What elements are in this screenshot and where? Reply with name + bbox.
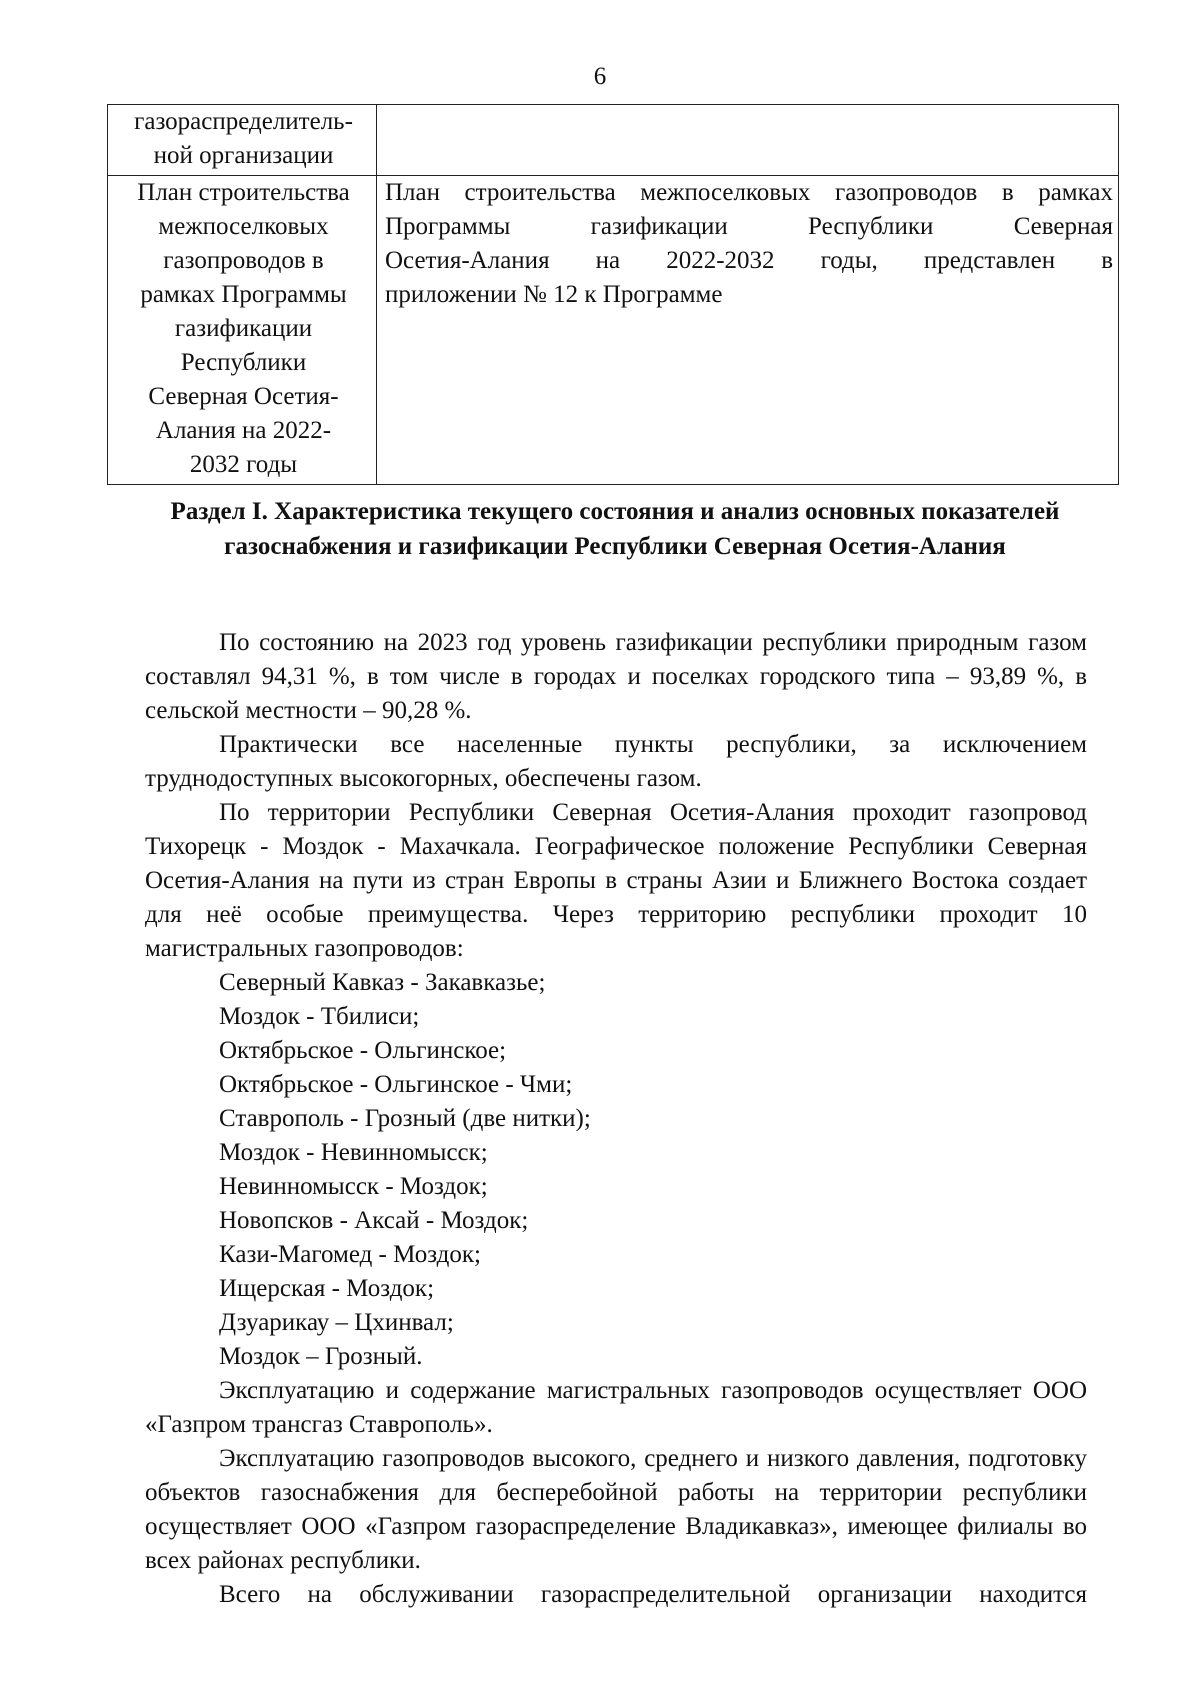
paragraph-territory: По территории Республики Северная Осетия-Алания проходит газопровод Тихорецк - Моздок - Махачкала. Географическое положение Республики Северная Осетия-Алания на пути из стран Европы в страны Азии и Ближнего Востока создает для неё особые преимущества. Через территорию республики проходит 10 магистральных газопроводов:: [145, 799, 1087, 962]
list-item: Новопсков - Аксай - Моздок;: [219, 1207, 529, 1234]
section-heading: Раздел I. Характеристика текущего состояния и анализ основных показателей газоснабжения и газификации Республики Северная Осетия-Алания: [170, 498, 1060, 560]
table-cell-left: [108, 176, 377, 485]
pipeline-list: [145, 966, 1087, 1374]
cell-line: газораспределитель-: [134, 108, 353, 135]
paragraph-total-serviced: Всего на обслуживании газораспределительной организации находится: [219, 1581, 1087, 1608]
list-item: Невинномысск - Моздок;: [219, 1173, 488, 1200]
program-table: [107, 104, 1119, 485]
list-item: Кази-Магомед - Моздок;: [219, 1241, 481, 1268]
cell-line: 2032 годы: [189, 451, 298, 478]
cell-line: Осетия-Алания на 2022-2032 годы, представлен в: [385, 247, 1113, 274]
paragraph-main-pipelines-operator: Эксплуатацию и содержание магистральных газопроводов осуществляет ООО «Газпром трансгаз Ставрополь».: [145, 1377, 1087, 1438]
page-number: 6: [593, 63, 607, 90]
list-item: Моздок – Грозный.: [219, 1343, 423, 1370]
cell-line: Республики: [180, 349, 307, 376]
cell-line: План строительства: [137, 179, 350, 206]
list-item: Моздок - Тбилиси;: [219, 1003, 420, 1030]
body-text: [145, 626, 1087, 1612]
list-item: Октябрьское - Ольгинское;: [219, 1037, 507, 1064]
cell-line: межпоселковых: [158, 213, 329, 240]
table-row: [108, 176, 1119, 485]
list-item: Ставрополь - Грозный (две нитки);: [219, 1105, 591, 1132]
list-item: Северный Кавказ - Закавказье;: [219, 969, 546, 996]
table-cell-right: [377, 176, 1119, 485]
table-row: [108, 105, 1119, 176]
cell-line: приложении № 12 к Программе: [385, 281, 723, 308]
cell-line: газопроводов в: [163, 247, 324, 274]
list-item: Моздок - Невинномысск;: [219, 1139, 488, 1166]
table-cell-left: [108, 105, 377, 176]
cell-line: Северная Осетия-: [148, 383, 339, 410]
paragraph-gasification-level: По состоянию на 2023 год уровень газификации республики природным газом составлял 94,31 %, в том числе в городах и поселках городского типа – 93,89 %, в сельской местности – 90,28 %.: [145, 629, 1087, 724]
cell-line: Программы газификации Республики Северная: [385, 213, 1113, 240]
cell-line: ной организации: [153, 142, 334, 169]
list-item: Дзуарикау – Цхинвал;: [219, 1309, 454, 1336]
cell-line: Алания на 2022-: [155, 417, 332, 444]
cell-line: газификации: [174, 315, 313, 342]
paragraph-distribution-operator: Эксплуатацию газопроводов высокого, среднего и низкого давления, подготовку объектов газоснабжения для бесперебойной работы на территории республики осуществляет ООО «Газпром газораспределение Владикавказ», имеющее филиалы во всех районах республики.: [145, 1445, 1087, 1574]
cell-line: рамках Программы: [140, 281, 347, 308]
table-cell-right: [377, 105, 1119, 176]
paragraph-settlements: Практически все населенные пункты республики, за исключением труднодоступных высокогорных, обеспечены газом.: [145, 731, 1087, 792]
list-item: Ищерская - Моздок;: [219, 1275, 435, 1302]
list-item: Октябрьское - Ольгинское - Чми;: [219, 1071, 573, 1098]
cell-line: План строительства межпоселковых газопроводов в рамках: [385, 179, 1113, 206]
